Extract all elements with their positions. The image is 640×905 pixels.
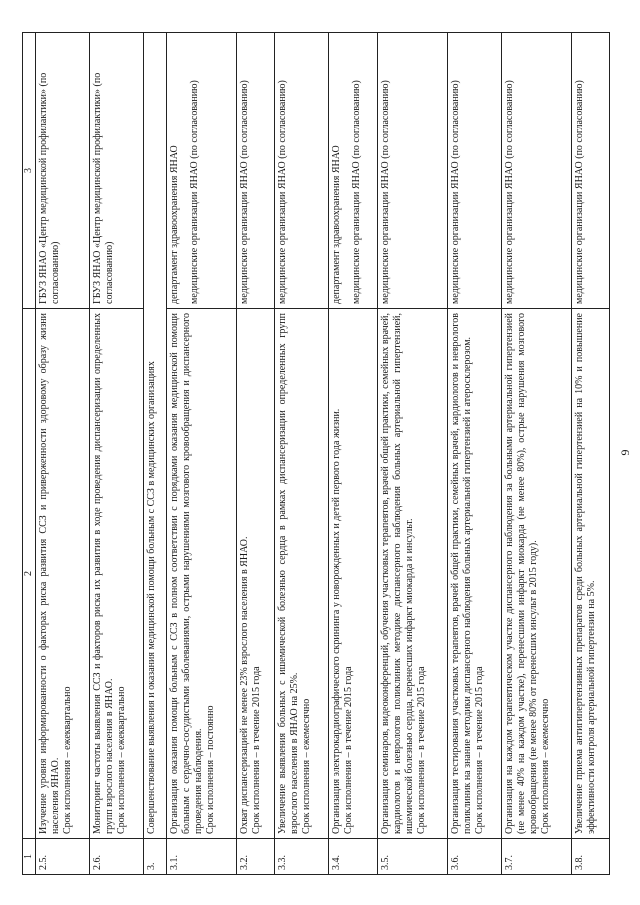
measure-cell (274, 309, 328, 839)
measure-cell (166, 309, 236, 839)
measure-cell (90, 309, 144, 839)
measure-cell (501, 309, 571, 839)
spacer (343, 37, 351, 304)
measure-text: Организация оказания помощи больным с ССЗ в полном соответствии с порядками оказания медицинской помощи больным с сердечно-сосудистыми заболеваниями, острыми нарушениями мозгового кровообращения и диспансерного проведения наблюдения. (168, 313, 204, 834)
deadline-text: Срок исполнения – ежеквартально (62, 686, 73, 834)
measure-cell (377, 309, 447, 839)
page-number: 9 (618, 449, 632, 456)
executor-cell (236, 33, 274, 309)
table-row (501, 33, 571, 875)
measure-cell (571, 309, 609, 839)
executor-text: медицинские организации ЯНАО (по согласованию) (350, 80, 362, 304)
row-number: 3. (144, 839, 166, 875)
measure-cell (236, 309, 274, 839)
row-number: 3.2. (236, 839, 274, 875)
executor-cell (501, 33, 571, 309)
executor-text: медицинские организации ЯНАО (по согласованию) (573, 80, 585, 304)
executor-text: медицинские организации ЯНАО (по согласованию) (188, 80, 200, 304)
column-header: 1 (23, 839, 36, 875)
deadline-text: Срок исполнения – в течение 2015 года (473, 666, 485, 834)
column-header: 2 (23, 309, 36, 839)
measure-cell (447, 309, 501, 839)
deadline-text: Срок исполнения – в течение 2015 года (342, 666, 354, 834)
section-row (144, 33, 166, 875)
executor-cell (377, 33, 447, 309)
row-number: 3.3. (274, 839, 328, 875)
measure-text: Организация семинаров, видеоконференций, обучения участковых терапевтов, врачей общей практики, семейных врачей, кардиологов и неврологов поликлиник методике диспансерного наблюдения больных артериальной гипертензией, ишемической болезнью сердца, перенесших инфаркт миокарда и инсульт. (379, 313, 415, 834)
table-row (166, 33, 236, 875)
executor-text: медицинские организации ЯНАО (по согласованию) (238, 80, 250, 304)
executor-text: медицинские организации ЯНАО (по согласованию) (276, 80, 288, 304)
deadline-text: Срок исполнения – в течение 2015 года (415, 666, 427, 834)
table-header-row (23, 33, 36, 875)
executor-text: департамент здравоохранения ЯНАО (168, 145, 180, 304)
measure-text: Охват диспансеризацией не менее 23% взрослого населения в ЯНАО. (238, 536, 250, 834)
spacer (181, 37, 189, 304)
executor-cell (571, 33, 609, 309)
table-row (377, 33, 447, 875)
executor-cell (328, 33, 377, 309)
executor-text: ГБУЗ ЯНАО «Центр медицинской профилактики» (по согласованию) (92, 72, 116, 304)
executor-text: медицинские организации ЯНАО (по согласованию) (379, 80, 391, 304)
executor-text: ГБУЗ ЯНАО «Центр медицинской профилактики» (по согласованию) (38, 72, 61, 304)
table-row (274, 33, 328, 875)
executor-text: медицинские организации ЯНАО (по согласованию) (449, 80, 461, 304)
table-row (328, 33, 377, 875)
executor-cell (447, 33, 501, 309)
executor-cell (166, 33, 236, 309)
deadline-text: Срок исполнения – в течение 2015 года (250, 666, 262, 834)
executor-text: медицинские организации ЯНАО (по согласованию) (503, 80, 515, 304)
measure-text: Изучение уровня информированности о факторах риска развития ССЗ и приверженности здоровому образу жизни населения ЯНАО. (38, 313, 61, 834)
row-number: 3.7. (501, 839, 571, 875)
executor-cell (36, 33, 90, 309)
deadline-text: Срок исполнения – ежемесячно (300, 698, 312, 834)
table-row (447, 33, 501, 875)
measure-text: Увеличение выявления больных с ишемической болезнью сердца в рамках диспансеризации определенных групп взрослого населения в ЯНАО на 25%. (276, 313, 300, 834)
row-number: 2.6. (90, 839, 144, 875)
table-row (236, 33, 274, 875)
row-number: 3.8. (571, 839, 609, 875)
deadline-text: Срок исполнения – постоянно (204, 705, 216, 834)
measure-text: Организация на каждом терапевтическом участке диспансерного наблюдения за больными артериальной гипертензией (не менее 40% на каждом участке), перенесшими инфаркт миокарда (не менее 80%), острые нарушения мозгового кровообращения (не менее 80% от перенесших инсульт в 2015 году). (503, 313, 539, 834)
measures-table (22, 32, 610, 875)
measure-text: Организация тестирования участковых терапевтов, врачей общей практики, семейных врачей, кардиологов и неврологов поликлиник на знание методики диспансерного наблюдения больных артериальной гипертензией и атеросклерозом. (449, 313, 473, 834)
measure-text: Увеличение приема антигипертензивных препаратов среди больных артериальной гипертензией на 10% и повышение эффективности контроля артериальной гипертензии на 5%. (573, 313, 597, 834)
section-title: Совершенствование выявления и оказания медицинской помощи больным с ССЗ в медицинских организациях (144, 33, 166, 839)
deadline-text: Срок исполнения – ежемесячно (539, 698, 551, 834)
table-row (571, 33, 609, 875)
table-row (36, 33, 90, 875)
executor-cell (274, 33, 328, 309)
row-number: 3.6. (447, 839, 501, 875)
measure-text: Мониторинг частоты выявления ССЗ и факторов риска их развития в ходе проведения диспансеризации определенных групп взрослого населения в ЯНАО. (92, 313, 116, 834)
measure-text: Организация электрокардиографического скрининга у новорожденных и детей первого года жизни. (330, 408, 342, 834)
deadline-text: Срок исполнения – ежеквартально (116, 686, 128, 834)
row-number: 2.5. (36, 839, 90, 875)
executor-text: департамент здравоохранения ЯНАО (330, 145, 342, 304)
measure-cell (36, 309, 90, 839)
executor-cell (90, 33, 144, 309)
column-header: 3 (23, 33, 36, 309)
row-number: 3.5. (377, 839, 447, 875)
row-number: 3.1. (166, 839, 236, 875)
measure-cell (328, 309, 377, 839)
row-number: 3.4. (328, 839, 377, 875)
table-row (90, 33, 144, 875)
